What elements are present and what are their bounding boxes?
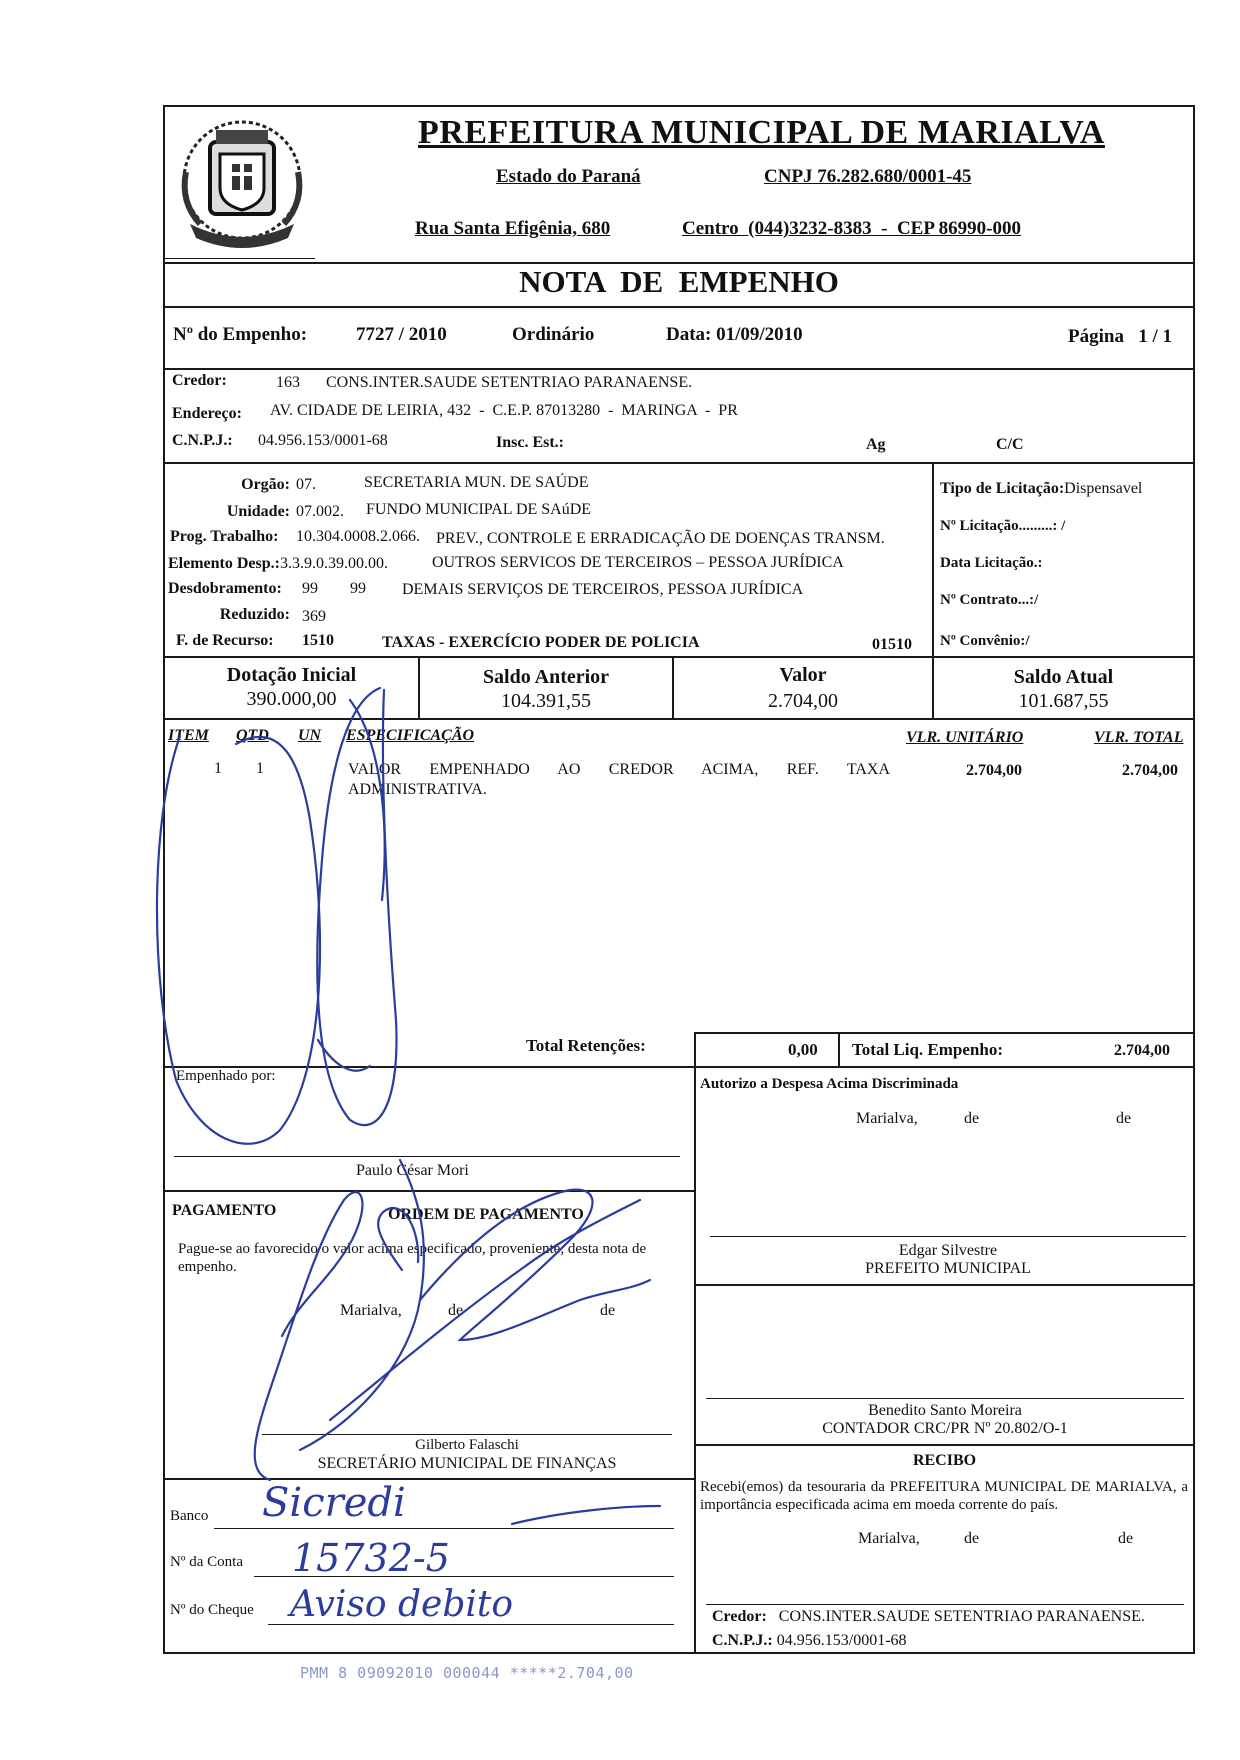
saldo-anterior-value: 104.391,55 [501,690,591,712]
ordem-label: ORDEM DE PAGAMENTO [388,1206,584,1223]
state-label: Estado do Paraná [496,166,641,187]
contador-divider [694,1444,1195,1446]
totals-divider [163,1066,1195,1068]
totals-top [694,1032,1195,1034]
contador-name: Benedito Santo Moreira [868,1402,1022,1419]
prog-code: 10.304.0008.2.066. [296,528,420,545]
conta-handwritten: 15732-5 [292,1536,450,1580]
reduzido-label: Reduzido: [219,606,290,623]
frame-top [163,105,1195,107]
creditor-code: 163 [276,374,300,391]
elem-code: 3.3.9.0.39.00.00. [280,555,388,572]
col-item: ITEM [168,727,209,744]
creditor-divider [163,462,1195,464]
dotacao-label: Dotação Inicial [226,664,357,686]
address-field-label: Endereço: [172,405,242,422]
row-unit: 2.704,00 [966,762,1022,779]
empenho-type: Ordinário [512,324,595,345]
empenho-number: 7727 / 2010 [356,324,447,345]
right-place: Marialva, [856,1110,918,1127]
row-item: 1 [214,760,222,777]
conta-label: Nº da Conta [170,1554,243,1570]
empenho-divider [163,368,1195,370]
recurso-code: 1510 [302,632,334,649]
recibo-cnpj [712,1632,907,1650]
recurso-name: TAXAS - EXERCÍCIO PODER DE POLICIA [382,634,700,651]
prog-label: Prog. Trabalho: [170,528,279,545]
sec-title: SECRETÁRIO MUNICIPAL DE FINANÇAS [317,1455,617,1472]
page-title: PREFEITURA MUNICIPAL DE MARIALVA [418,114,1105,151]
recibo-credor-label: Credor: [712,1608,767,1625]
left-de1: de [448,1302,464,1319]
tipo-licitacao-value: Dispensavel [1064,480,1143,497]
unidade-code: 07.002. [296,503,344,520]
recibo-de1: de [964,1530,980,1547]
cheque-label: Nº do Cheque [170,1602,254,1618]
liq-value: 2.704,00 [1114,1042,1170,1059]
valor-value: 2.704,00 [768,690,838,712]
creditor-cnpj-label: C.N.P.J.: [172,432,233,449]
banco-handwritten: Sicredi [262,1480,406,1526]
totals-div-1 [694,1032,696,1068]
autorizo-label: Autorizo a Despesa Acima Discriminada [700,1076,959,1092]
valor-label: Valor [779,664,827,686]
recibo-credor-name: CONS.INTER.SAUDE SETENTRIAO PARANAENSE. [778,1608,1145,1625]
prog-name: PREV., CONTROLE E ERRADICAÇÃO DE DOENÇAS TRANSM. [436,530,885,547]
row-qtd: 1 [256,760,264,777]
frame-bottom [163,1652,1195,1654]
logo-divider [165,258,315,259]
elem-name: OUTROS SERVICOS DE TERCEIROS – PESSOA JURÍDICA [432,554,844,571]
bottom-split [694,1066,696,1652]
frame-left [163,105,165,1654]
cheque-handwritten: Aviso debito [290,1584,514,1625]
saldo-atual-value: 101.687,55 [1018,690,1109,712]
desd-code1: 99 [302,580,318,597]
retencoes-value: 0,00 [788,1040,818,1059]
data-licitacao: Data Licitação.: [940,555,1043,571]
unidade-name: FUNDO MUNICIPAL DE SAúDE [366,501,592,518]
col-unit: VLR. UNITÁRIO [906,729,1024,746]
right-de1: de [964,1110,980,1127]
creditor-name: CONS.INTER.SAUDE SETENTRIAO PARANAENSE. [326,374,693,391]
banco-label: Banco [170,1508,209,1524]
creditor-address: AV. CIDADE DE LEIRIA, 432 - C.E.P. 87013280 - MARINGA - PR [270,402,738,419]
creditor-cnpj: 04.956.153/0001-68 [258,432,388,449]
title-divider [163,306,1195,308]
recurso-code2: 01510 [872,636,912,653]
col-spec: ESPECIFICAÇÃO [346,727,475,744]
prefeito-divider [694,1284,1195,1286]
recibo-text: Recebi(emos) da tesouraria da PREFEITURA MUNICIPAL DE MARIALVA, a importância especificada acima em moeda corrente do país. [700,1479,1188,1513]
cnpj-label: CNPJ 76.282.680/0001-45 [764,166,972,187]
address-label: Rua Santa Efigênia, 680 [415,218,611,239]
contador-signature-line [706,1398,1184,1399]
creditor-label: Credor: [172,372,227,389]
col-qtd: QTD [236,727,269,744]
numero-contrato: Nº Contrato...:/ [940,592,1039,608]
recibo-cnpj-value: 04.956.153/0001-68 [776,1632,907,1649]
totals-div-2 [838,1032,840,1068]
desd-code2: 99 [350,580,366,597]
ag-label: Ag [866,436,886,453]
contact-label: Centro (044)3232-8383 - CEP 86990-000 [682,218,1021,239]
liq-label: Total Liq. Empenho: [852,1040,1003,1059]
elem-label: Elemento Desp.: [168,555,280,572]
col-total: VLR. TOTAL [1094,729,1184,746]
prefeito-name: Edgar Silvestre [898,1242,998,1259]
retencoes-label: Total Retenções: [526,1036,646,1055]
cc-label: C/C [996,436,1024,453]
tipo-licitacao [940,480,1142,498]
pagamento-label: PAGAMENTO [172,1202,277,1219]
numero-licitacao: Nº Licitação.........: / [940,518,1066,534]
left-de2: de [600,1302,616,1319]
orgao-name: SECRETARIA MUN. DE SAÚDE [364,474,589,491]
empenhado-label: Empenhado por: [176,1068,276,1084]
insc-est-label: Insc. Est.: [496,434,565,451]
recibo-signature-line [706,1604,1184,1605]
empenho-number-label: Nº do Empenho: [173,324,308,345]
prefeito-title: PREFEITO MUNICIPAL [865,1260,1031,1277]
licitacao-divider [932,462,934,656]
empenho-date: Data: 01/09/2010 [666,324,803,345]
desd-name: DEMAIS SERVIÇOS DE TERCEIROS, PESSOA JURÍDICA [402,581,804,598]
col-un: UN [298,727,322,744]
recibo-de2: de [1118,1530,1134,1547]
sec-divider [163,1478,694,1480]
recibo-credor [712,1608,1145,1626]
saldo-atual-label: Saldo Atual [1013,666,1114,688]
orgao-label: Orgão: [241,476,290,493]
coat-of-arms-icon [170,112,315,257]
contador-title: CONTADOR CRC/PR Nº 20.802/O-1 [822,1420,1068,1437]
numero-convenio: Nº Convênio:/ [940,633,1030,649]
recurso-label: F. de Recurso: [176,632,274,649]
sec-name: Gilberto Falaschi [415,1437,519,1453]
page-number: Página 1 / 1 [1068,326,1172,347]
document-title: NOTA DE EMPENHO [519,264,839,299]
orgao-code: 07. [296,476,316,493]
reduzido-value: 369 [302,608,326,625]
right-de2: de [1116,1110,1132,1127]
desd-label: Desdobramento: [168,580,282,597]
prefeito-signature-line [710,1236,1186,1237]
tipo-licitacao-label: Tipo de Licitação: [940,480,1065,497]
balance-divider [163,718,1195,720]
recibo-cnpj-label: C.N.P.J.: [712,1632,773,1649]
empenhado-name: Paulo César Mori [356,1162,469,1179]
sec-signature-line [262,1434,672,1435]
recibo-place: Marialva, [858,1530,920,1547]
empenhado-divider [163,1190,694,1192]
unidade-label: Unidade: [226,503,290,520]
row-total: 2.704,00 [1122,762,1178,779]
footer-stamp: PMM 8 09092010 000044 *****2.704,00 [300,1664,634,1682]
left-place: Marialva, [340,1302,402,1319]
budget-divider [163,656,1195,658]
frame-right [1193,105,1195,1654]
banco-line [214,1528,674,1529]
pague-text: Pague-se ao favorecido o valor acima especificado, proveniente, desta nota de empenho. [178,1241,647,1275]
dotacao-value: 390.000,00 [246,688,337,710]
row-spec: VALOR EMPENHADO AO CREDOR ACIMA, REF. TAXA ADMINISTRATIVA. [348,761,894,798]
saldo-anterior-label: Saldo Anterior [482,666,610,688]
recibo-title: RECIBO [912,1452,977,1469]
empenhado-signature-line [174,1156,680,1157]
